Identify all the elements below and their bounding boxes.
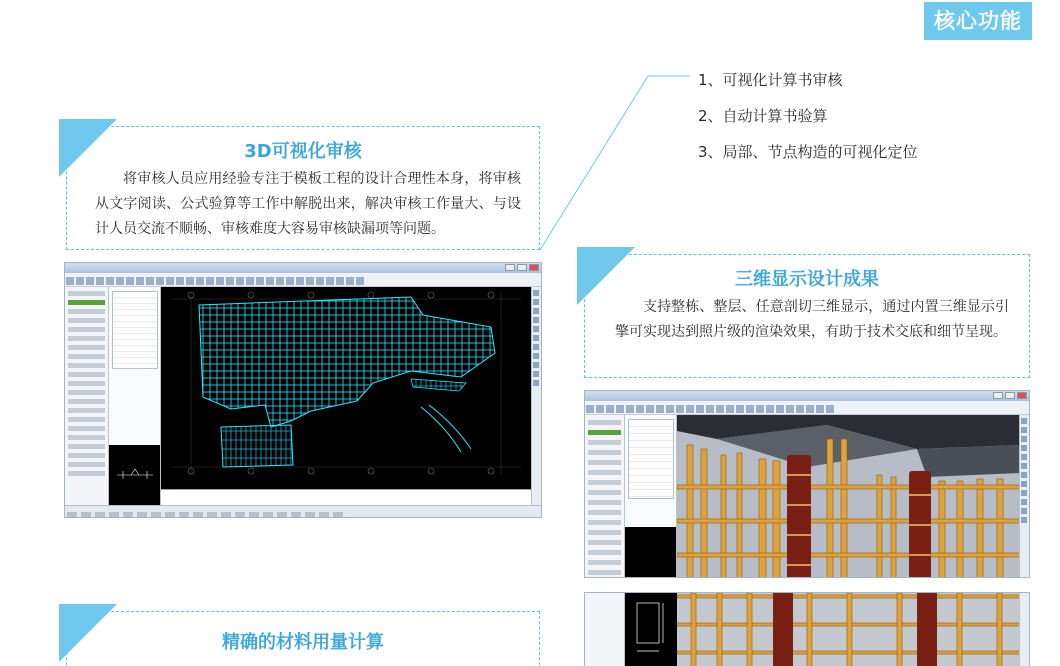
- tree-panel: [65, 287, 109, 505]
- right-toolbar: [1019, 593, 1029, 666]
- 3d-render-screenshot-2: [584, 592, 1030, 666]
- card-body: 支持整栋、整层、任意剖切三维显示，通过内置三维显示引擎可实现达到照片级的渲染效果，有助于技术交底和细节呈现。: [615, 299, 1009, 340]
- window-controls: [505, 264, 539, 271]
- property-panel: [625, 415, 677, 577]
- window-titlebar: [65, 263, 541, 273]
- property-table: [112, 291, 158, 369]
- command-line: [161, 489, 531, 505]
- cad-screenshot: [64, 262, 542, 518]
- toolbar: [65, 273, 541, 287]
- window-titlebar: [585, 391, 1029, 401]
- core-functions-badge: 核心功能: [924, 2, 1032, 40]
- tree-panel: [585, 415, 625, 577]
- 3d-render-screenshot: [584, 390, 1030, 578]
- window-controls: [993, 392, 1027, 399]
- feature-item: 3、局部、节点构造的可视化定位: [698, 143, 918, 161]
- card-title: 3D可视化审核: [244, 141, 362, 162]
- card-title: 三维显示设计成果: [735, 269, 879, 290]
- feature-item: 1、可视化计算书审核: [698, 71, 843, 89]
- right-toolbar: [531, 287, 541, 505]
- card-title: 精确的材料用量计算: [222, 632, 384, 653]
- cad-drawing-canvas: [161, 287, 531, 489]
- property-table: [628, 419, 674, 499]
- 3d-viewport: [677, 593, 1019, 666]
- tree-panel: [585, 593, 625, 666]
- card-body: 将审核人员应用经验专注于模板工程的设计合理性本身，将审核从文字阅读、公式验算等工作中解脱出来，解决审核工作量大、与设计人员交流不顺畅、审核难度大容易审核缺漏项等问题。: [95, 171, 521, 237]
- toolbar: [585, 401, 1029, 415]
- card-3d-display: [584, 254, 1030, 378]
- property-panel: [109, 287, 161, 505]
- feature-item: 2、自动计算书验算: [698, 107, 828, 125]
- feature-list: [698, 62, 918, 170]
- 3d-viewport: [677, 415, 1019, 577]
- section-preview: [625, 593, 677, 666]
- preview-pane: [109, 445, 160, 505]
- right-toolbar: [1019, 415, 1029, 577]
- card-material-calc: [66, 611, 540, 666]
- preview-pane: [625, 527, 676, 577]
- card-3d-review: [66, 126, 540, 250]
- status-bar: [65, 505, 541, 517]
